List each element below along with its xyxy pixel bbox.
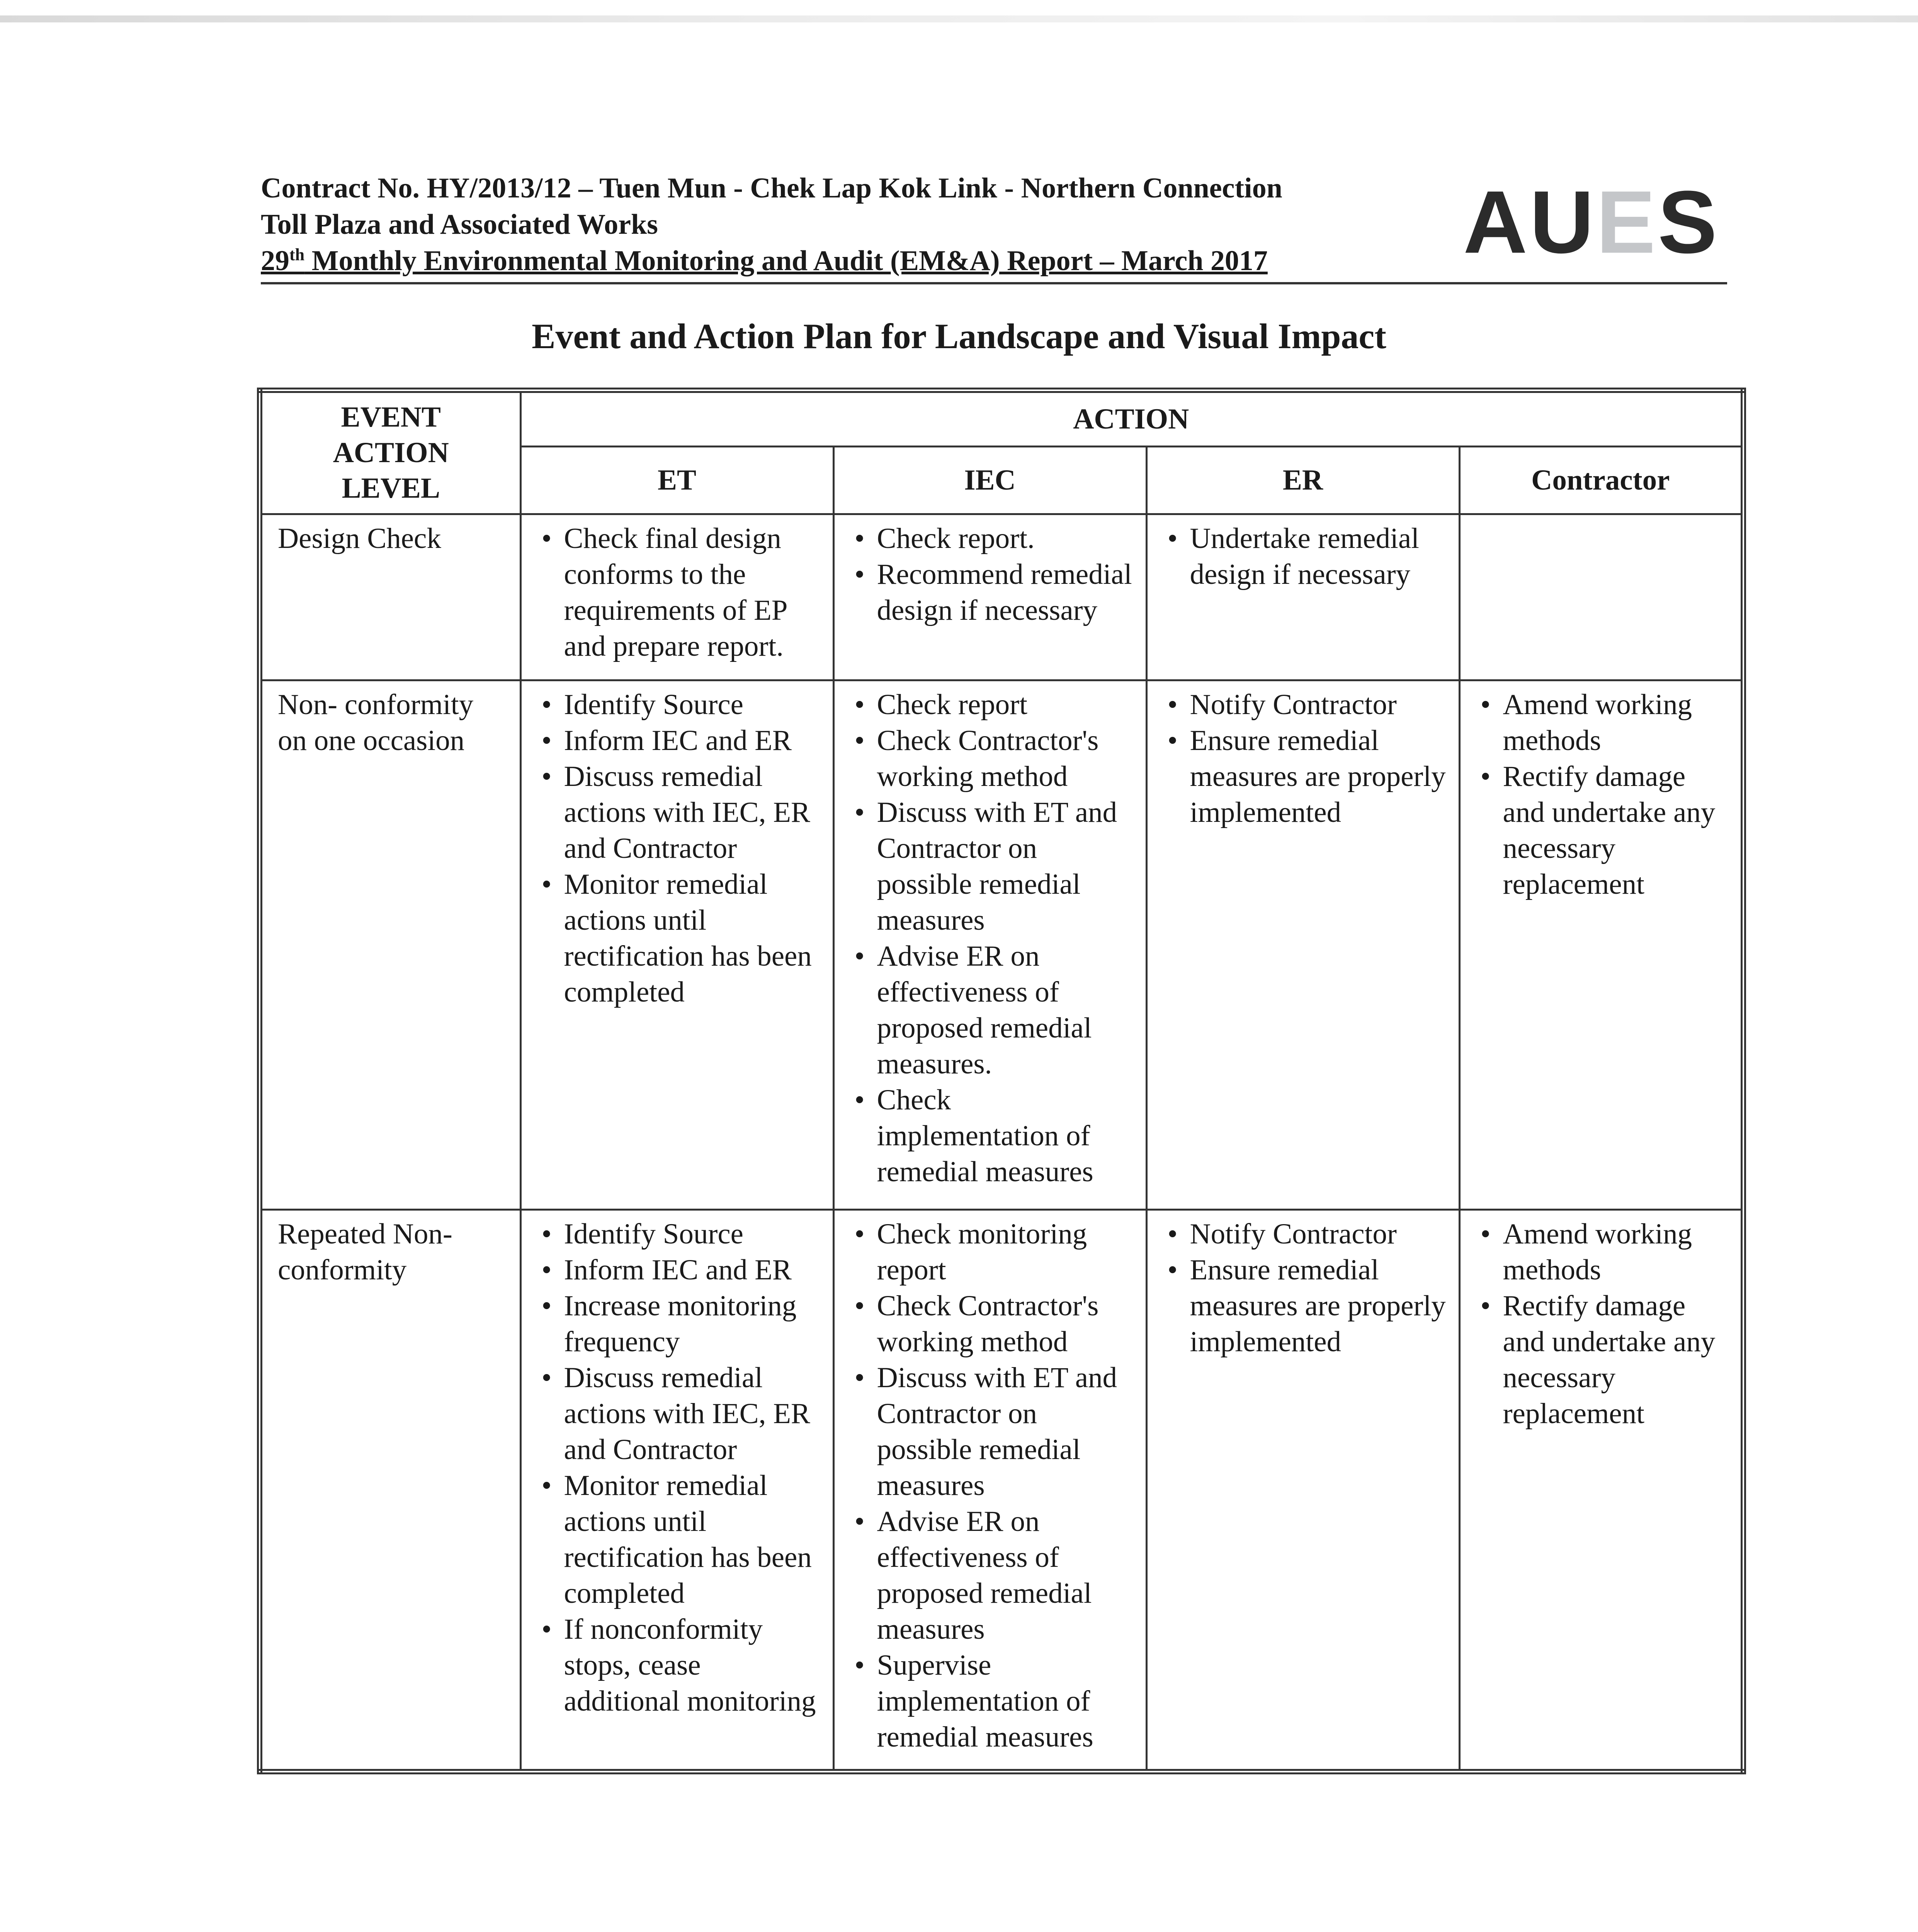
list-item: • Amend working methods — [1476, 687, 1729, 759]
event-action-table — [257, 388, 1746, 1774]
list-item: • Check report — [850, 687, 1134, 723]
er-action-cell — [1146, 1209, 1459, 1772]
report-number: 29 — [261, 245, 289, 277]
list-item: • Check Contractor's working method — [850, 1288, 1134, 1360]
list-item: • Discuss remedial actions with IEC, ER and Contractor — [537, 759, 821, 866]
list-item: • Ensure remedial measures are properly implemented — [1163, 1252, 1447, 1360]
list-item: • Check monitoring report — [850, 1216, 1134, 1288]
list-item: • Discuss with ET and Contractor on possible remedial measures — [850, 1360, 1134, 1503]
list-item: • Advise ER on effectiveness of proposed remedial measures. — [850, 938, 1134, 1082]
list-item: • Check report. — [850, 520, 1134, 556]
contractor-action-cell — [1459, 1209, 1743, 1772]
list-item: • Increase monitoring frequency — [537, 1288, 821, 1360]
event-action-level-header — [260, 390, 520, 514]
contractor-action-cell — [1459, 680, 1743, 1209]
list-item: • Check final design conforms to the requirements of EP and prepare report. — [537, 520, 821, 664]
event-header-line-3: LEVEL — [342, 472, 440, 505]
list-item: • Notify Contractor — [1163, 1216, 1447, 1252]
column-header-et: ET — [520, 446, 833, 514]
iec-action-cell — [833, 680, 1146, 1209]
event-level-cell: Design Check — [260, 514, 520, 680]
aues-logo — [1463, 172, 1719, 272]
list-item: • If nonconformity stops, cease additional monitoring — [537, 1611, 821, 1719]
iec-action-cell — [833, 514, 1146, 680]
event-header-line-1: EVENT — [341, 401, 441, 434]
report-name: Monthly Environmental Monitoring and Audit (EM&A) Report – March 2017 — [304, 245, 1268, 277]
list-item: • Monitor remedial actions until rectification has been completed — [537, 1468, 821, 1611]
event-level-cell: Non- conformity on one occasion — [260, 680, 520, 1209]
list-item: • Rectify damage and undertake any necessary replacement — [1476, 759, 1729, 902]
header-report-line — [261, 243, 1282, 279]
list-item: • Rectify damage and undertake any necessary replacement — [1476, 1288, 1729, 1432]
list-item: • Monitor remedial actions until rectification has been completed — [537, 866, 821, 1010]
logo-text-part2: E — [1596, 172, 1658, 272]
list-item: • Undertake remedial design if necessary — [1163, 520, 1447, 592]
list-item: • Recommend remedial design if necessary — [850, 556, 1134, 628]
event-header-line-2: ACTION — [333, 437, 449, 469]
column-header-contractor: Contractor — [1459, 446, 1743, 514]
page-title: Event and Action Plan for Landscape and Visual Impact — [532, 316, 1386, 356]
table-row — [260, 1209, 1743, 1772]
list-item: • Inform IEC and ER — [537, 1252, 821, 1288]
list-item: • Identify Source — [537, 687, 821, 723]
iec-action-cell — [833, 1209, 1146, 1772]
list-item: • Advise ER on effectiveness of proposed remedial measures — [850, 1503, 1134, 1647]
table-row — [260, 680, 1743, 1209]
list-item: • Ensure remedial measures are properly implemented — [1163, 723, 1447, 830]
list-item: • Check implementation of remedial measures — [850, 1082, 1134, 1190]
logo-text-part1: AU — [1463, 172, 1597, 272]
list-item: • Notify Contractor — [1163, 687, 1447, 723]
list-item: • Discuss remedial actions with IEC, ER and Contractor — [537, 1360, 821, 1468]
list-item: • Check Contractor's working method — [850, 723, 1134, 794]
et-action-cell — [520, 680, 833, 1209]
header-contract-line: Contract No. HY/2013/12 – Tuen Mun - Chek Lap Kok Link - Northern Connection — [261, 172, 1282, 204]
er-action-cell — [1146, 680, 1459, 1209]
table-row — [260, 514, 1743, 680]
list-item: • Amend working methods — [1476, 1216, 1729, 1288]
contractor-action-cell — [1459, 514, 1743, 680]
column-header-iec: IEC — [833, 446, 1146, 514]
report-number-suffix: th — [289, 245, 305, 264]
list-item: • Discuss with ET and Contractor on possible remedial measures — [850, 794, 1134, 938]
header-works-line: Toll Plaza and Associated Works — [261, 209, 658, 240]
logo-text-part3: S — [1658, 172, 1719, 272]
list-item: • Inform IEC and ER — [537, 723, 821, 759]
er-action-cell — [1146, 514, 1459, 680]
event-level-cell: Repeated Non-conformity — [260, 1209, 520, 1772]
action-header: ACTION — [520, 390, 1743, 446]
list-item: • Supervise implementation of remedial measures — [850, 1647, 1134, 1755]
report-header — [261, 170, 1727, 284]
et-action-cell — [520, 514, 833, 680]
header-text — [261, 170, 1282, 279]
list-item: • Identify Source — [537, 1216, 821, 1252]
column-header-er: ER — [1146, 446, 1459, 514]
scan-edge — [0, 15, 1918, 22]
et-action-cell — [520, 1209, 833, 1772]
